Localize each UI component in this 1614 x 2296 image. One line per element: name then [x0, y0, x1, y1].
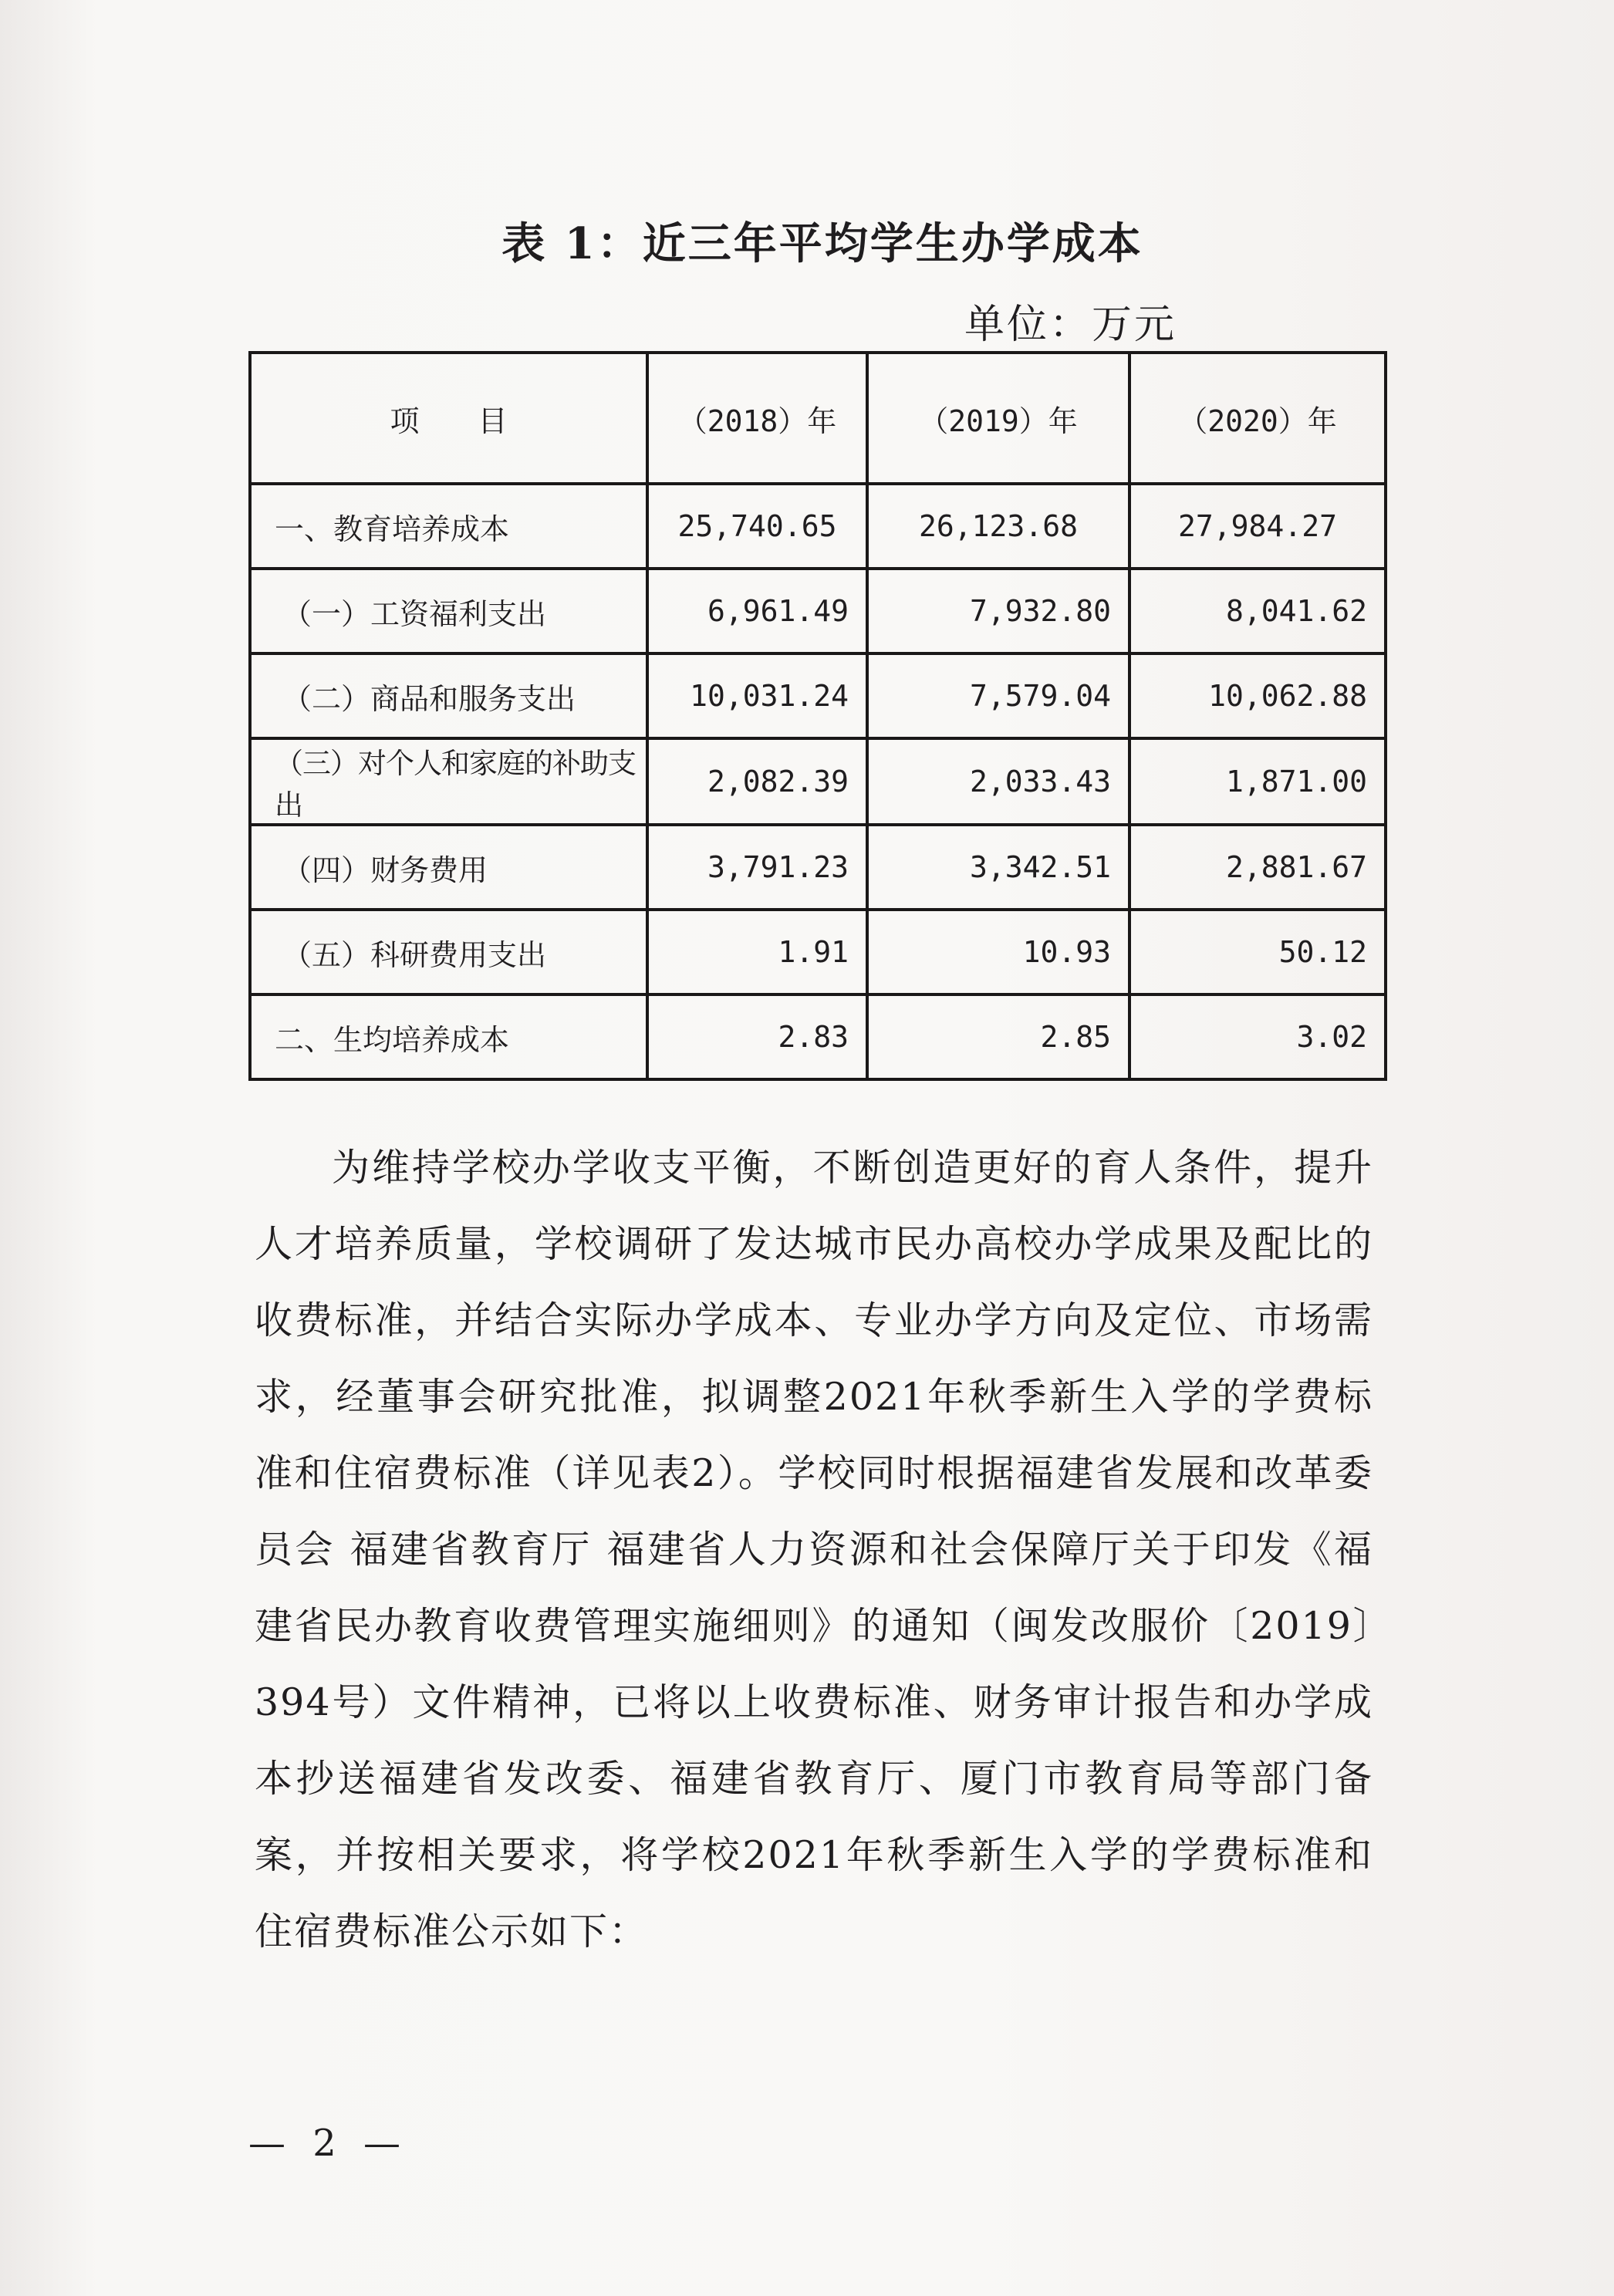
- value-2019: 7,579.04: [867, 653, 1129, 738]
- cost-table: [248, 351, 1387, 1081]
- value-2020: 3.02: [1129, 994, 1386, 1079]
- header-2020: （2020）年: [1129, 353, 1386, 484]
- row-label: （二）商品和服务支出: [250, 653, 647, 738]
- value-2018: 3,791.23: [647, 825, 867, 910]
- row-label: 二、生均培养成本: [250, 994, 647, 1079]
- header-2018: （2018）年: [647, 353, 867, 484]
- row-label: 一、教育培养成本: [250, 484, 647, 569]
- value-2018: 2.83: [647, 994, 867, 1079]
- value-2018: 1.91: [647, 910, 867, 994]
- table-row: [250, 569, 1386, 653]
- value-2018: 10,031.24: [647, 653, 867, 738]
- header-2019: （2019）年: [867, 353, 1129, 484]
- table-row: [250, 994, 1386, 1079]
- table-row: [250, 653, 1386, 738]
- row-label: （三）对个人和家庭的补助支出: [250, 738, 647, 825]
- page-number: — 2 —: [248, 2122, 409, 2165]
- value-2018: 6,961.49: [647, 569, 867, 653]
- value-2019: 2.85: [867, 994, 1129, 1079]
- value-2020: 2,881.67: [1129, 825, 1386, 910]
- value-2018: 2,082.39: [647, 738, 867, 825]
- value-2020: 50.12: [1129, 910, 1386, 994]
- value-2020: 1,871.00: [1129, 738, 1386, 825]
- body-paragraph: 为维持学校办学收支平衡，不断创造更好的育人条件，提升人才培养质量，学校调研了发达城市民办高校办学成果及配比的收费标准，并结合实际办学成本、专业办学方向及定位、市场需求，经董事会研究批准，拟调整2021年秋季新生入学的学费标准和住宿费标准（详见表2）。学校同时根据福建省发展和改革委员会 福建省教育厅 福建省人力资源和社会保障厅关于印发《福建省民办教育收费管理实施细则》的通知（闽发改服价〔2019〕394号）文件精神，已将以上收费标准、财务审计报告和办学成本抄送福建省发改委、福建省教育厅、厦门市教育局等部门备案，并按相关要求，将学校2021年秋季新生入学的学费标准和住宿费标准公示如下：: [255, 1146, 1373, 1953]
- value-2020: 10,062.88: [1129, 653, 1386, 738]
- table-row: [250, 738, 1386, 825]
- table-row: [250, 825, 1386, 910]
- header-item: 项 目: [250, 353, 647, 484]
- row-label: （四）财务费用: [250, 825, 647, 910]
- table-title: 表 1：近三年平均学生办学成本: [501, 218, 1143, 269]
- table-row: [250, 910, 1386, 994]
- value-2018: 25,740.65: [647, 484, 867, 569]
- value-2019: 26,123.68: [867, 484, 1129, 569]
- row-label: （五）科研费用支出: [250, 910, 647, 994]
- table-row: [250, 484, 1386, 569]
- unit-label: 单位：万元: [964, 302, 1177, 348]
- value-2019: 2,033.43: [867, 738, 1129, 825]
- value-2020: 8,041.62: [1129, 569, 1386, 653]
- value-2020: 27,984.27: [1129, 484, 1386, 569]
- value-2019: 10.93: [867, 910, 1129, 994]
- value-2019: 3,342.51: [867, 825, 1129, 910]
- table-header-row: [250, 353, 1386, 484]
- row-label: （一）工资福利支出: [250, 569, 647, 653]
- value-2019: 7,932.80: [867, 569, 1129, 653]
